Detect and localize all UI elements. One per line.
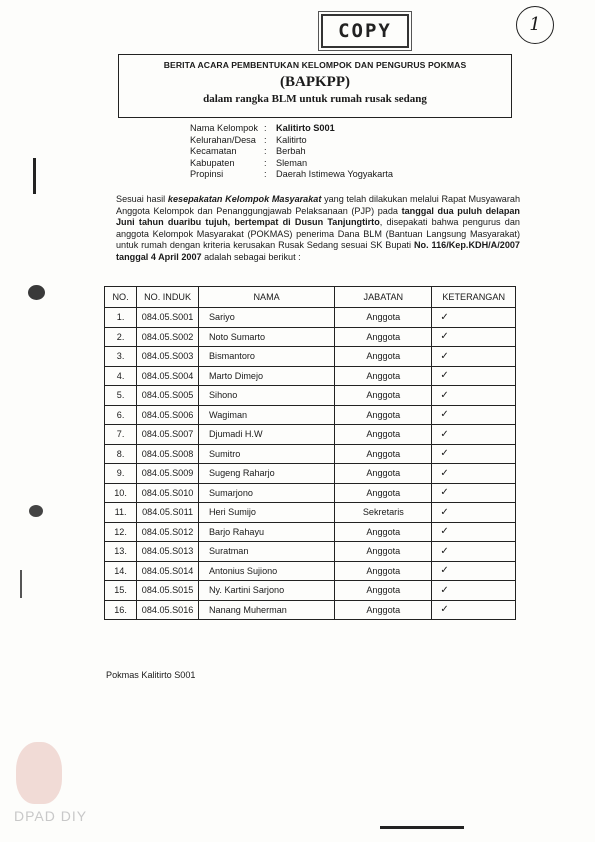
remark-check: ✓ [432, 308, 516, 328]
row-number: 2. [105, 327, 137, 347]
info-value: Berbah [276, 146, 306, 157]
row-number: 7. [105, 425, 137, 445]
column-header: NO. [105, 287, 137, 308]
remark-check: ✓ [432, 581, 516, 601]
info-value: Kalitirto S001 [276, 123, 335, 133]
row-number: 8. [105, 444, 137, 464]
info-label: Propinsi [190, 169, 224, 180]
document-title-box [118, 54, 512, 118]
member-role: Anggota [335, 581, 432, 601]
member-role: Anggota [335, 327, 432, 347]
table-row [105, 503, 516, 523]
page-number: 1 [516, 6, 554, 44]
row-number: 15. [105, 581, 137, 601]
copy-stamp: COPY [321, 14, 409, 48]
table-row [105, 347, 516, 367]
emphasis-text: No. 116/Kep.KDH/A/2007 tanggal 4 April 2007 [116, 240, 520, 262]
scan-mark [33, 158, 36, 194]
member-name: Djumadi H.W [198, 425, 334, 445]
emphasis-text: kesepakatan Kelompok Masyarakat [167, 194, 322, 204]
remark-check: ✓ [432, 425, 516, 445]
member-name: Nanang Muherman [198, 600, 334, 620]
member-id: 084.05.S014 [137, 561, 199, 581]
member-role: Anggota [335, 483, 432, 503]
member-role: Anggota [335, 444, 432, 464]
member-name: Sumitro [198, 444, 334, 464]
table-header-row [105, 287, 516, 308]
member-id: 084.05.S012 [137, 522, 199, 542]
member-name: Wagiman [198, 405, 334, 425]
member-id: 084.05.S009 [137, 464, 199, 484]
member-role: Anggota [335, 600, 432, 620]
row-number: 4. [105, 366, 137, 386]
punch-hole [29, 505, 43, 517]
info-row: Kabupaten : Sleman [190, 157, 308, 168]
info-label: Kecamatan [190, 146, 237, 157]
member-name: Noto Sumarto [198, 327, 334, 347]
punch-hole [28, 285, 45, 300]
member-role: Anggota [335, 386, 432, 406]
remark-check: ✓ [432, 464, 516, 484]
info-row: Propinsi : Daerah Istimewa Yogyakarta [190, 169, 393, 180]
table-body [105, 308, 516, 620]
table-row [105, 600, 516, 620]
table-row [105, 327, 516, 347]
column-header: JABATAN [335, 287, 432, 308]
scan-mark [20, 570, 22, 598]
member-id: 084.05.S008 [137, 444, 199, 464]
member-role: Anggota [335, 308, 432, 328]
table-row [105, 464, 516, 484]
member-id: 084.05.S006 [137, 405, 199, 425]
row-number: 13. [105, 542, 137, 562]
info-row: Kecamatan : Berbah [190, 146, 306, 157]
member-name: Ny. Kartini Sarjono [198, 581, 334, 601]
member-id: 084.05.S016 [137, 600, 199, 620]
column-header: NAMA [198, 287, 334, 308]
seal-logo [16, 742, 62, 804]
remark-check: ✓ [432, 405, 516, 425]
info-value: Daerah Istimewa Yogyakarta [276, 169, 393, 180]
row-number: 1. [105, 308, 137, 328]
info-label: Nama Kelompok [190, 123, 258, 133]
member-id: 084.05.S007 [137, 425, 199, 445]
member-id: 084.05.S004 [137, 366, 199, 386]
info-label: Kelurahan/Desa [190, 134, 256, 145]
member-name: Sariyo [198, 308, 334, 328]
table-row [105, 561, 516, 581]
member-table [104, 286, 516, 620]
member-role: Anggota [335, 405, 432, 425]
member-id: 084.05.S011 [137, 503, 199, 523]
member-name: Antonius Sujiono [198, 561, 334, 581]
row-number: 11. [105, 503, 137, 523]
member-role: Anggota [335, 425, 432, 445]
member-id: 084.05.S002 [137, 327, 199, 347]
title-line-2: (BAPKPP) [280, 74, 350, 90]
member-name: Sumarjono [198, 483, 334, 503]
column-header: NO. INDUK [137, 287, 199, 308]
row-number: 12. [105, 522, 137, 542]
remark-check: ✓ [432, 483, 516, 503]
member-id: 084.05.S001 [137, 308, 199, 328]
member-role: Anggota [335, 464, 432, 484]
member-role: Anggota [335, 542, 432, 562]
member-id: 084.05.S013 [137, 542, 199, 562]
member-id: 084.05.S005 [137, 386, 199, 406]
remark-check: ✓ [432, 347, 516, 367]
emphasis-text: tanggal dua puluh delapan Juni tahun duaribu tujuh, bertempat di Dusun Tanjungtirto [116, 205, 520, 227]
table-row [105, 483, 516, 503]
member-name: Heri Sumijo [198, 503, 334, 523]
remark-check: ✓ [432, 327, 516, 347]
table-row [105, 386, 516, 406]
info-row: Nama Kelompok : Kalitirto S001 [190, 123, 335, 133]
member-name: Barjo Rahayu [198, 522, 334, 542]
remark-check: ✓ [432, 542, 516, 562]
table-row [105, 581, 516, 601]
info-value: Kalitirto [276, 134, 307, 145]
row-number: 16. [105, 600, 137, 620]
info-label: Kabupaten [190, 157, 235, 168]
footer-text: Pokmas Kalitirto S001 [106, 670, 196, 680]
row-number: 5. [105, 386, 137, 406]
remark-check: ✓ [432, 366, 516, 386]
row-number: 9. [105, 464, 137, 484]
member-role: Sekretaris [335, 503, 432, 523]
info-row: Kelurahan/Desa : Kalitirto [190, 134, 307, 145]
info-value: Sleman [276, 157, 308, 168]
member-name: Sihono [198, 386, 334, 406]
watermark: DPAD DIY [14, 808, 88, 824]
row-number: 10. [105, 483, 137, 503]
title-line-1: BERITA ACARA PEMBENTUKAN KELOMPOK DAN PENGURUS POKMAS [163, 60, 467, 70]
group-info [190, 123, 393, 181]
table-row [105, 444, 516, 464]
remark-check: ✓ [432, 600, 516, 620]
table-row [105, 542, 516, 562]
table-row [105, 366, 516, 386]
title-line-3: dalam rangka BLM untuk rumah rusak sedang [203, 93, 427, 105]
member-role: Anggota [335, 366, 432, 386]
row-number: 6. [105, 405, 137, 425]
table-row [105, 522, 516, 542]
row-number: 14. [105, 561, 137, 581]
member-role: Anggota [335, 347, 432, 367]
remark-check: ✓ [432, 561, 516, 581]
remark-check: ✓ [432, 522, 516, 542]
member-name: Bismantoro [198, 347, 334, 367]
member-role: Anggota [335, 561, 432, 581]
row-number: 3. [105, 347, 137, 367]
member-id: 084.05.S015 [137, 581, 199, 601]
remark-check: ✓ [432, 444, 516, 464]
table-row [105, 425, 516, 445]
member-id: 084.05.S010 [137, 483, 199, 503]
table-row [105, 308, 516, 328]
body-paragraph: Sesuai hasil kesepakatan Kelompok Masyarakat yang telah dilakukan melalui Rapat Musyawarah Anggota Kelompok dan Penanggungjawab Pelaksanaan (PJP) pada tanggal dua puluh delapan Juni tahun duaribu tujuh, bertempat di Dusun Tanjungtirto, disepakati bahwa pengurus dan anggota Kelompok Masyarakat (POKMAS) penerima Dana BLM (Bantuan Langsung Masyarakat) untuk rumah dengan kriteria kerusakan Rusak Sedang sesuai SK Bupati No. 116/Kep.KDH/A/2007 tanggal 4 April 2007 adalah sebagai berikut : [116, 194, 520, 262]
member-name: Marto Dimejo [198, 366, 334, 386]
member-id: 084.05.S003 [137, 347, 199, 367]
table-row [105, 405, 516, 425]
member-name: Sugeng Raharjo [198, 464, 334, 484]
remark-check: ✓ [432, 503, 516, 523]
scan-mark [380, 826, 464, 829]
member-role: Anggota [335, 522, 432, 542]
column-header: KETERANGAN [432, 287, 516, 308]
member-name: Suratman [198, 542, 334, 562]
remark-check: ✓ [432, 386, 516, 406]
